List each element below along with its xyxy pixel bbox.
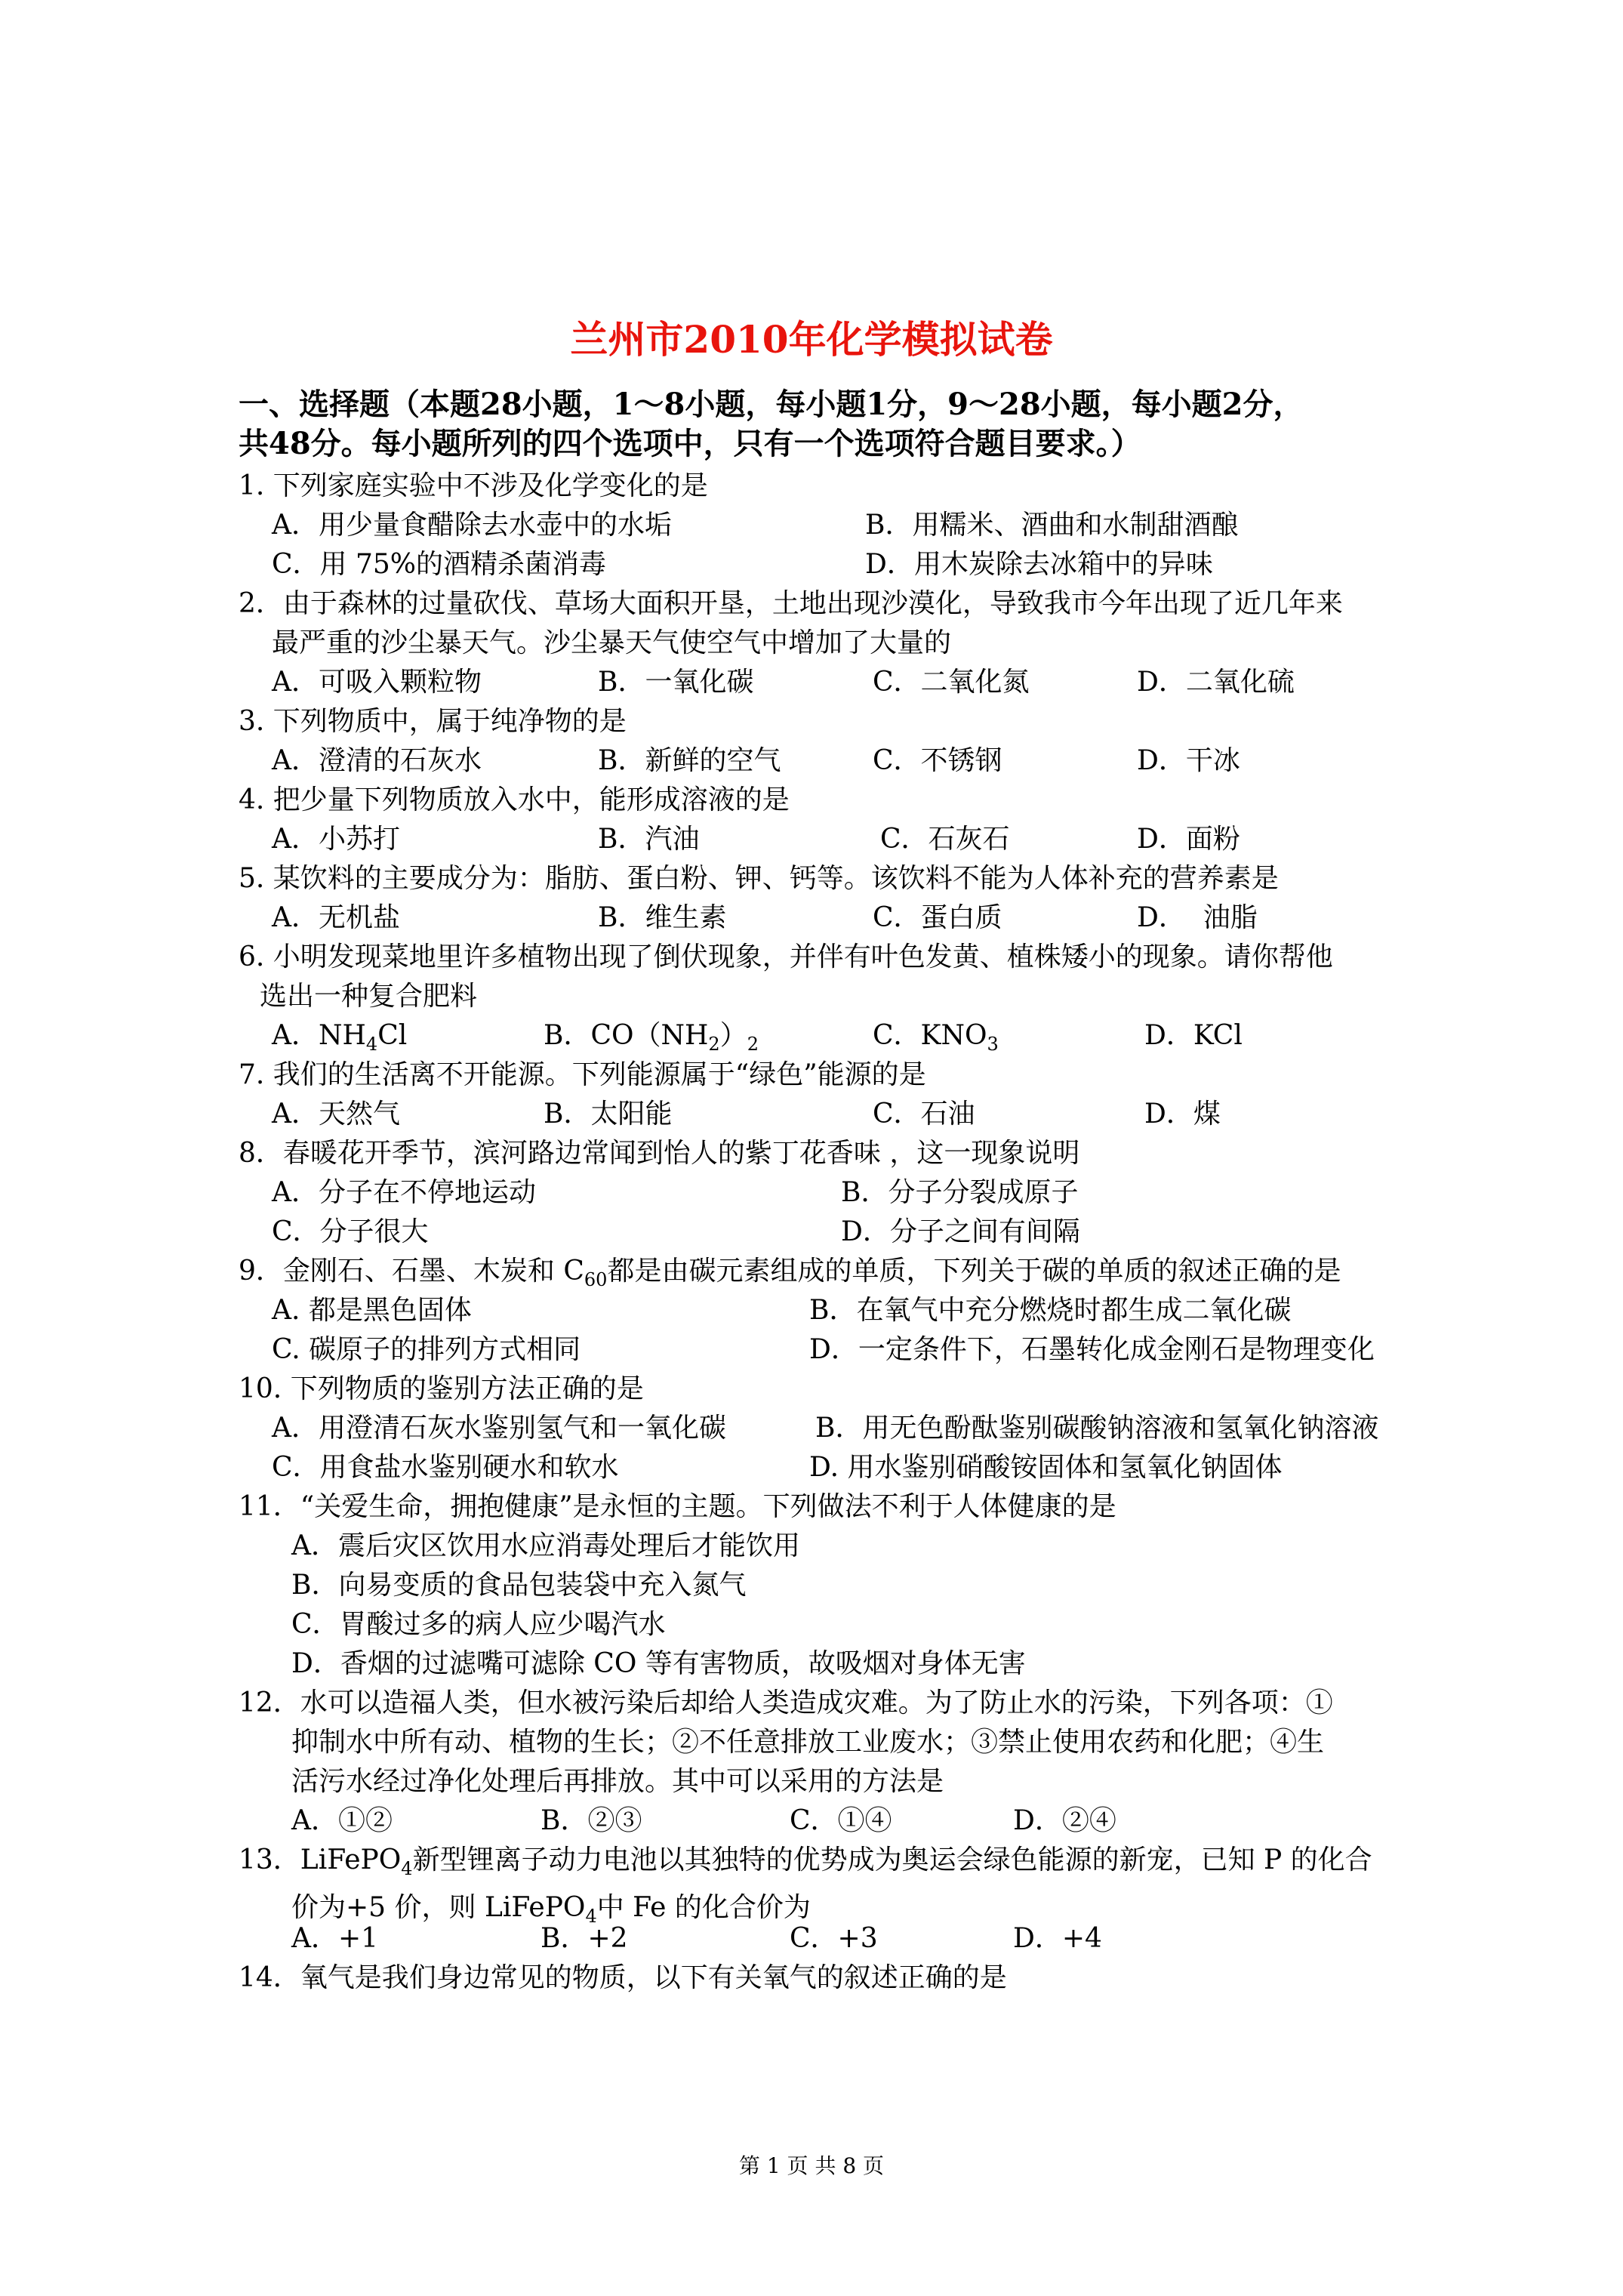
option-c: C．用食盐水鉴别硬水和软水 [272, 1452, 619, 1483]
question-stem-cont: 活污水经过净化处理后再排放。其中可以采用的方法是 [291, 1766, 944, 1797]
option-b: B．汽油 [598, 824, 700, 855]
section-heading [239, 385, 1416, 464]
question-stem: 12．水可以造福人类，但水被污染后却给人类造成灾难。为了防止水的污染，下列各项：① [239, 1687, 1333, 1718]
question-stem: 3. 下列物质中，属于纯净物的是 [239, 706, 627, 737]
option-c: C．分子很大 [272, 1216, 429, 1247]
question-stem: 1. 下列家庭实验中不涉及化学变化的是 [239, 470, 708, 501]
question-1 [239, 467, 1416, 506]
question-8 [239, 1134, 1416, 1173]
option-d: D．+4 [1013, 1923, 1102, 1954]
option-c: C．石灰石 [880, 824, 1010, 855]
option-a: A．$NH_4Cl$ [272, 1020, 408, 1056]
question-7-options [272, 1095, 1404, 1134]
question-stem: 10. 下列物质的鉴别方法正确的是 [239, 1373, 644, 1404]
option-a: A．+1 [291, 1923, 379, 1954]
question-4 [239, 781, 1416, 820]
section-heading-line2: 共48分。每小题所列的四个选项中，只有一个选项符合题目要求。） [239, 426, 1141, 461]
question-10-options [272, 1409, 1419, 1487]
option-b: B．向易变质的食品包装袋中充入氮气 [291, 1570, 747, 1601]
question-stem: 13．LiFePO$_4$新型锂离子动力电池以其独特的优势成为奥运会绿色能源的新宠，已知 P 的化合 [239, 1845, 1372, 1880]
question-stem-cont: 选出一种复合肥料 [260, 981, 478, 1012]
question-stem: 11．“关爱生命，拥抱健康”是永恒的主题。下列做法不利于人体健康的是 [239, 1491, 1116, 1522]
question-1-options [272, 506, 1404, 584]
option-a: A．澄清的石灰水 [272, 745, 482, 776]
question-7 [239, 1056, 1416, 1095]
option-d: D．面粉 [1137, 824, 1240, 855]
question-stem: 7. 我们的生活离不开能源。下列能源属于“绿色”能源的是 [239, 1059, 926, 1090]
option-b: B．新鲜的空气 [598, 745, 781, 776]
question-stem: 14．氧气是我们身边常见的物质，以下有关氧气的叙述正确的是 [239, 1962, 1007, 1993]
section-heading-line1: 一、选择题（本题28小题，1～8小题，每小题1分，9～28小题，每小题2分， [239, 387, 1304, 422]
page-title: 兰州市2010年化学模拟试卷 [570, 317, 1053, 362]
option-c: C．用 75%的酒精杀菌消毒 [272, 549, 607, 580]
option-b: B．太阳能 [544, 1099, 673, 1130]
question-stem-cont: 最严重的沙尘暴天气。沙尘暴天气使空气中增加了大量的 [272, 627, 952, 658]
question-4-options [272, 820, 1404, 859]
option-d: D．煤 [1144, 1099, 1221, 1130]
option-b: B．②③ [540, 1805, 642, 1836]
option-c: C．不锈钢 [873, 745, 1002, 776]
option-c: C．$KNO_3$ [873, 1020, 999, 1056]
option-d: D．分子之间有间隔 [841, 1216, 1080, 1247]
option-b: B．用糯米、酒曲和水制甜酒酿 [865, 510, 1239, 541]
option-c: C．蛋白质 [873, 902, 1002, 933]
option-a: A．震后灾区饮用水应消毒处理后才能饮用 [291, 1530, 800, 1561]
option-d: D．②④ [1013, 1805, 1116, 1836]
question-stem: 8．春暖花开季节，滨河路边常闻到怡人的紫丁花香味 ，这一现象说明 [239, 1138, 1080, 1169]
question-13-options [291, 1919, 1409, 1959]
option-d: D．二氧化硫 [1137, 667, 1295, 698]
option-a: A．用少量食醋除去水壶中的水垢 [272, 510, 672, 541]
question-5 [239, 859, 1416, 898]
option-a: A．无机盐 [272, 902, 400, 933]
question-3-options [272, 741, 1404, 781]
question-stem-cont: 抑制水中所有动、植物的生长；②不任意排放工业废水；③禁止使用农药和化肥；④生 [291, 1727, 1325, 1758]
question-stem: 4. 把少量下列物质放入水中，能形成溶液的是 [239, 784, 790, 815]
option-c: C．石油 [873, 1099, 975, 1130]
question-stem: 6. 小明发现菜地里许多植物出现了倒伏现象，并伴有叶色发黄、植株矮小的现象。请你帮他 [239, 942, 1333, 972]
option-b: B．分子分裂成原子 [841, 1177, 1079, 1208]
question-2-options [272, 663, 1404, 702]
option-d: D． 油脂 [1137, 902, 1258, 933]
question-5-options [272, 898, 1404, 938]
question-6 [239, 938, 1416, 1016]
option-d: D．一定条件下，石墨转化成金刚石是物理变化 [809, 1334, 1375, 1365]
question-11 [239, 1487, 1416, 1527]
option-b: B．维生素 [598, 902, 727, 933]
question-stem: 5. 某饮料的主要成分为：脂肪、蛋白粉、钾、钙等。该饮料不能为人体补充的营养素是 [239, 863, 1279, 894]
option-a: A. 都是黑色固体 [272, 1295, 472, 1326]
option-a: A．可吸入颗粒物 [272, 667, 482, 698]
option-b: B．$CO(NH_2)_2$ [544, 1020, 759, 1056]
option-d: D．用木炭除去冰箱中的异味 [865, 549, 1213, 580]
question-9-options [272, 1291, 1404, 1370]
question-2 [239, 584, 1416, 663]
option-d: D．香烟的过滤嘴可滤除 CO 等有害物质，故吸烟对身体无害 [291, 1648, 1026, 1679]
option-d: D. 用水鉴别硝酸铵固体和氢氧化钠固体 [809, 1452, 1283, 1483]
option-c: C．二氧化氮 [873, 667, 1030, 698]
question-11-options [291, 1527, 1409, 1684]
option-d: D．KCl [1144, 1020, 1243, 1051]
question-stem: 9．金刚石、石墨、木炭和 $C_{60}$都是由碳元素组成的单质，下列关于碳的单质的叙述正确的是 [239, 1256, 1341, 1291]
question-stem: 2．由于森林的过量砍伐、草场大面积开垦，土地出现沙漠化，导致我市今年出现了近几年来 [239, 588, 1343, 619]
question-12-options [291, 1801, 1409, 1841]
question-stem-cont: 价为+5 价，则 LiFePO$_4$中 Fe 的化合价为 [291, 1892, 811, 1928]
question-10 [239, 1370, 1416, 1409]
page-footer: 第 1 页 共 8 页 [738, 2153, 885, 2178]
option-b: B．+2 [540, 1923, 628, 1954]
option-a: A．分子在不停地运动 [272, 1177, 536, 1208]
option-b: B．一氧化碳 [598, 667, 754, 698]
question-8-options [272, 1173, 1404, 1252]
option-c: C. 碳原子的排列方式相同 [272, 1334, 581, 1365]
option-a: A．用澄清石灰水鉴别氢气和一氧化碳 [272, 1413, 726, 1444]
option-d: D．干冰 [1137, 745, 1240, 776]
option-a: A．①② [291, 1805, 393, 1836]
option-c: C．胃酸过多的病人应少喝汽水 [291, 1609, 666, 1640]
question-14 [239, 1959, 1416, 1998]
option-b: B．在氧气中充分燃烧时都生成二氧化碳 [809, 1295, 1292, 1326]
option-a: A．天然气 [272, 1099, 400, 1130]
option-c: C．+3 [790, 1923, 878, 1954]
option-a: A．小苏打 [272, 824, 400, 855]
question-6-options [272, 1016, 1404, 1056]
question-3 [239, 702, 1416, 741]
option-c: C．①④ [790, 1805, 892, 1836]
option-b: B．用无色酚酞鉴别碳酸钠溶液和氢氧化钠溶液 [815, 1413, 1379, 1444]
question-12 [239, 1684, 1416, 1801]
